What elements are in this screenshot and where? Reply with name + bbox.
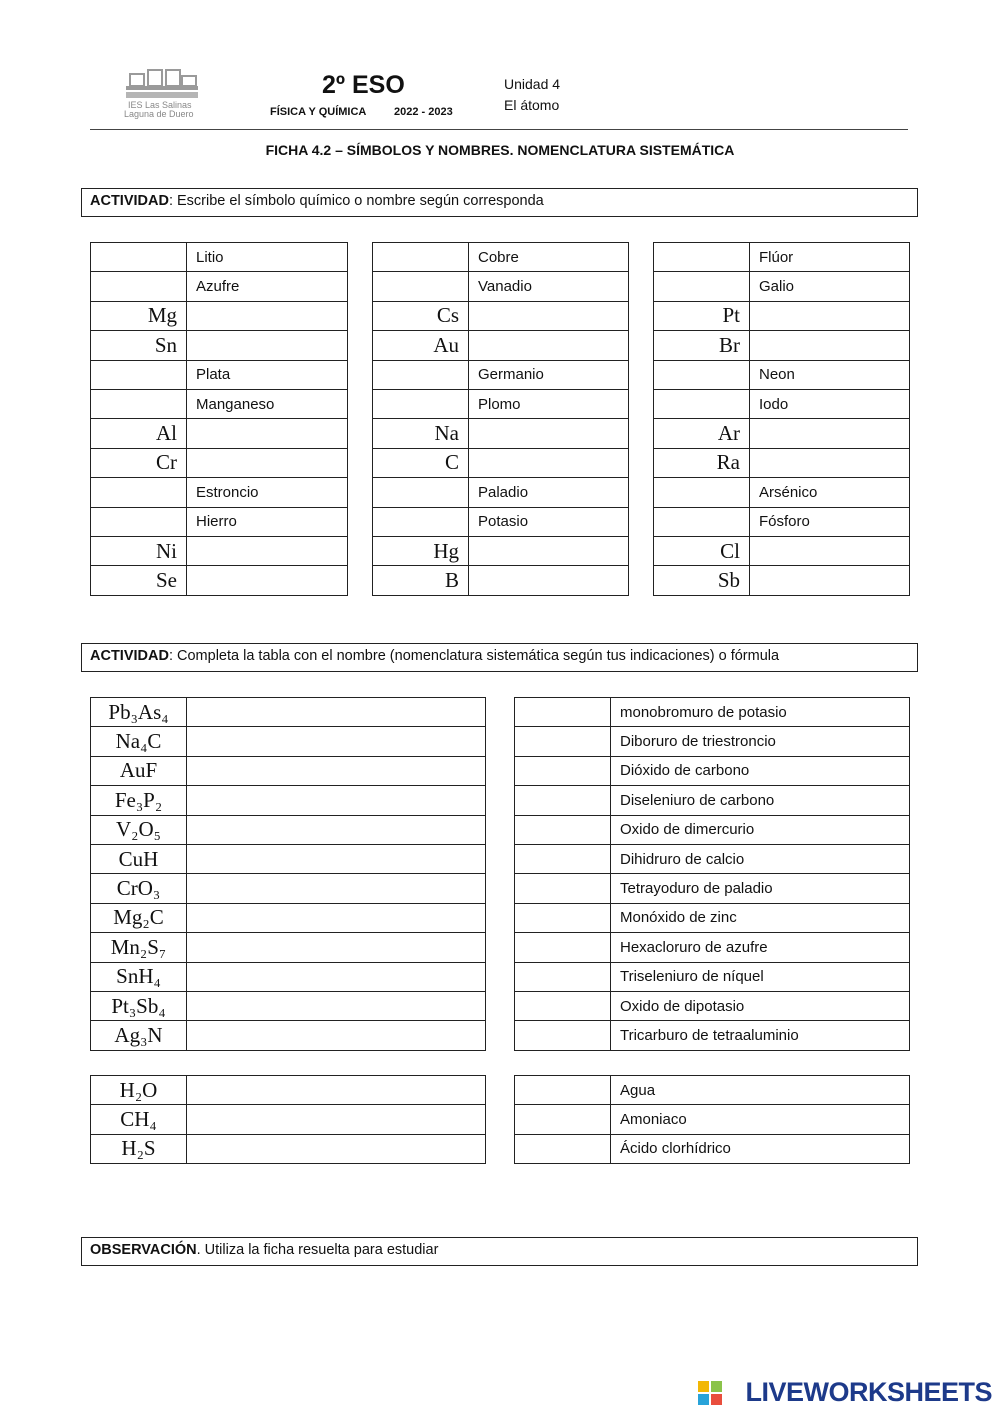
table-row [373, 448, 629, 477]
formula-answer-cell[interactable] [515, 1105, 611, 1134]
table-row [373, 478, 629, 507]
element-symbol: Mg [91, 301, 187, 330]
chemical-formula: AuF [91, 756, 187, 785]
table-row [373, 243, 629, 272]
table-row [91, 272, 348, 301]
table-row [373, 536, 629, 565]
compound-name: Triseleniuro de níquel [611, 962, 910, 991]
table-row [91, 419, 348, 448]
table-row [91, 243, 348, 272]
chemical-formula: SnH₄ [91, 962, 187, 991]
name-answer-cell[interactable] [187, 874, 486, 903]
table-row [654, 478, 910, 507]
table-row [91, 727, 486, 756]
symbol-answer-cell[interactable] [373, 272, 469, 301]
table-row [515, 903, 910, 932]
name-answer-cell[interactable] [187, 566, 348, 595]
element-symbol: Cl [654, 536, 750, 565]
table-row [91, 1105, 486, 1134]
compound-name: Agua [611, 1076, 910, 1105]
element-symbol: Ni [91, 536, 187, 565]
table-row [654, 243, 910, 272]
table-row [654, 419, 910, 448]
chemical-formula: Mn₂S₇ [91, 933, 187, 962]
name-answer-cell[interactable] [187, 756, 486, 785]
common-name-table [514, 1075, 910, 1164]
name-answer-cell[interactable] [469, 331, 629, 360]
name-answer-cell[interactable] [187, 331, 348, 360]
name-answer-cell[interactable] [187, 1134, 486, 1163]
compound-name: Monóxido de zinc [611, 903, 910, 932]
element-name: Vanadio [469, 272, 629, 301]
chemical-formula: CrO₃ [91, 874, 187, 903]
element-name: Hierro [187, 507, 348, 536]
elements-table-2 [372, 242, 629, 596]
name-answer-cell[interactable] [187, 419, 348, 448]
table-row [515, 1134, 910, 1163]
name-answer-cell[interactable] [187, 903, 486, 932]
name-answer-cell[interactable] [187, 815, 486, 844]
table-row [91, 844, 486, 873]
table-row [515, 756, 910, 785]
name-answer-cell[interactable] [187, 962, 486, 991]
chemical-formula: H₂O [91, 1076, 187, 1105]
chemical-formula: Na₄C [91, 727, 187, 756]
element-symbol: Al [91, 419, 187, 448]
subject-label: FÍSICA Y QUÍMICA [270, 106, 367, 118]
table-row [515, 1076, 910, 1105]
observation-label: OBSERVACIÓN [90, 1242, 197, 1258]
chemical-formula: Fe₃P₂ [91, 786, 187, 815]
table-row [91, 448, 348, 477]
table-row [654, 272, 910, 301]
sheet-title: FICHA 4.2 – SÍMBOLOS Y NOMBRES. NOMENCLATURA SISTEMÁTICA [265, 142, 735, 158]
table-row [654, 301, 910, 330]
name-answer-cell[interactable] [187, 1021, 486, 1050]
formula-answer-cell[interactable] [515, 756, 611, 785]
table-row [654, 360, 910, 389]
symbol-answer-cell[interactable] [373, 360, 469, 389]
name-answer-cell[interactable] [187, 1076, 486, 1105]
name-answer-cell[interactable] [750, 301, 910, 330]
table-row [91, 874, 486, 903]
course-title: 2º ESO [322, 71, 405, 99]
symbol-answer-cell[interactable] [373, 243, 469, 272]
school-year: 2022 - 2023 [394, 106, 453, 118]
table-row [373, 419, 629, 448]
logo-caption-line1: IES Las Salinas [128, 100, 192, 110]
table-row [91, 786, 486, 815]
name-answer-cell[interactable] [469, 419, 629, 448]
symbol-answer-cell[interactable] [654, 272, 750, 301]
name-table [514, 697, 910, 1051]
compound-name: Diboruro de triestroncio [611, 727, 910, 756]
name-answer-cell[interactable] [750, 419, 910, 448]
compound-name: Hexacloruro de azufre [611, 933, 910, 962]
formula-answer-cell[interactable] [515, 844, 611, 873]
element-symbol: Cs [373, 301, 469, 330]
symbol-answer-cell[interactable] [91, 507, 187, 536]
compound-name: monobromuro de potasio [611, 698, 910, 727]
table-row [373, 301, 629, 330]
table-row [91, 301, 348, 330]
table-row [91, 991, 486, 1020]
name-answer-cell[interactable] [750, 536, 910, 565]
activity2-instruction [81, 643, 918, 672]
table-row [91, 698, 486, 727]
name-answer-cell[interactable] [187, 991, 486, 1020]
table-row [515, 815, 910, 844]
chemical-formula: Mg₂C [91, 903, 187, 932]
table-row [654, 507, 910, 536]
element-name: Flúor [750, 243, 910, 272]
elements-table-1 [90, 242, 348, 596]
formula-answer-cell[interactable] [515, 933, 611, 962]
header-divider [90, 129, 908, 130]
name-answer-cell[interactable] [187, 786, 486, 815]
element-name: Galio [750, 272, 910, 301]
elements-table-3 [653, 242, 910, 596]
element-symbol: Sn [91, 331, 187, 360]
element-symbol: Cr [91, 448, 187, 477]
table-row [91, 507, 348, 536]
table-row [373, 360, 629, 389]
symbol-answer-cell[interactable] [91, 272, 187, 301]
table-row [515, 1105, 910, 1134]
table-row [373, 272, 629, 301]
formula-answer-cell[interactable] [515, 1021, 611, 1050]
activity1-text: : Escribe el símbolo químico o nombre según corresponda [168, 193, 544, 209]
element-symbol: Sb [654, 566, 750, 595]
table-row [515, 933, 910, 962]
table-row [654, 448, 910, 477]
table-row [91, 566, 348, 595]
table-row [654, 536, 910, 565]
element-name: Paladio [469, 478, 629, 507]
table-row [515, 991, 910, 1020]
table-row [91, 1134, 486, 1163]
element-name: Fósforo [750, 507, 910, 536]
element-symbol: Au [373, 331, 469, 360]
chemical-formula: Pb₃As₄ [91, 698, 187, 727]
symbol-answer-cell[interactable] [654, 360, 750, 389]
element-symbol: Pt [654, 301, 750, 330]
topic-label: El átomo [504, 97, 560, 113]
table-row [373, 389, 629, 418]
formula-answer-cell[interactable] [515, 962, 611, 991]
formula-answer-cell[interactable] [515, 874, 611, 903]
table-row [91, 478, 348, 507]
table-row [91, 389, 348, 418]
table-row [654, 566, 910, 595]
name-answer-cell[interactable] [469, 566, 629, 595]
table-row [515, 1021, 910, 1050]
liveworksheets-logo-icon [698, 1381, 722, 1405]
element-symbol: Na [373, 419, 469, 448]
name-answer-cell[interactable] [187, 1105, 486, 1134]
element-name: Iodo [750, 389, 910, 418]
name-answer-cell[interactable] [187, 536, 348, 565]
symbol-answer-cell[interactable] [654, 243, 750, 272]
name-answer-cell[interactable] [469, 301, 629, 330]
table-row [515, 786, 910, 815]
table-row [91, 1021, 486, 1050]
chemical-formula: Ag₃N [91, 1021, 187, 1050]
activity2-text: : Completa la tabla con el nombre (nomenclatura sistemática según tus indicaciones) o fórmula [168, 648, 780, 664]
element-symbol: B [373, 566, 469, 595]
table-row [373, 507, 629, 536]
table-row [515, 874, 910, 903]
symbol-answer-cell[interactable] [91, 478, 187, 507]
element-name: Manganeso [187, 389, 348, 418]
element-name: Plomo [469, 389, 629, 418]
table-row [91, 1076, 486, 1105]
table-row [91, 756, 486, 785]
element-name: Germanio [469, 360, 629, 389]
table-row [91, 903, 486, 932]
observation-note [81, 1237, 918, 1266]
compound-name: Tetrayoduro de paladio [611, 874, 910, 903]
compound-name: Ácido clorhídrico [611, 1134, 910, 1163]
symbol-answer-cell[interactable] [91, 389, 187, 418]
formula-answer-cell[interactable] [515, 991, 611, 1020]
symbol-answer-cell[interactable] [654, 507, 750, 536]
name-answer-cell[interactable] [750, 448, 910, 477]
activity2-label: ACTIVIDAD [90, 648, 169, 664]
table-row [515, 698, 910, 727]
table-row [373, 331, 629, 360]
element-symbol: C [373, 448, 469, 477]
element-symbol: Ra [654, 448, 750, 477]
name-answer-cell[interactable] [187, 727, 486, 756]
table-row [515, 962, 910, 991]
name-answer-cell[interactable] [187, 301, 348, 330]
formula-answer-cell[interactable] [515, 727, 611, 756]
table-row [91, 933, 486, 962]
formula-table [90, 697, 486, 1051]
table-row [515, 727, 910, 756]
formula-answer-cell[interactable] [515, 903, 611, 932]
element-name: Estroncio [187, 478, 348, 507]
table-row [373, 566, 629, 595]
table-row [654, 331, 910, 360]
table-row [91, 962, 486, 991]
name-answer-cell[interactable] [469, 536, 629, 565]
chemical-formula: CuH [91, 844, 187, 873]
element-name: Azufre [187, 272, 348, 301]
formula-answer-cell[interactable] [515, 698, 611, 727]
element-name: Potasio [469, 507, 629, 536]
formula-answer-cell[interactable] [515, 1076, 611, 1105]
element-symbol: Hg [373, 536, 469, 565]
element-name: Neon [750, 360, 910, 389]
compound-name: Dihidruro de calcio [611, 844, 910, 873]
symbol-answer-cell[interactable] [654, 389, 750, 418]
chemical-formula: CH₄ [91, 1105, 187, 1134]
formula-answer-cell[interactable] [515, 786, 611, 815]
table-row [91, 360, 348, 389]
name-answer-cell[interactable] [750, 566, 910, 595]
chemical-formula: H₂S [91, 1134, 187, 1163]
compound-name: Tricarburo de tetraaluminio [611, 1021, 910, 1050]
common-formula-table [90, 1075, 486, 1164]
element-symbol: Se [91, 566, 187, 595]
compound-name: Diseleniuro de carbono [611, 786, 910, 815]
compound-name: Dióxido de carbono [611, 756, 910, 785]
name-answer-cell[interactable] [469, 448, 629, 477]
unit-label: Unidad 4 [504, 76, 561, 92]
formula-answer-cell[interactable] [515, 815, 611, 844]
table-row [91, 815, 486, 844]
element-name: Arsénico [750, 478, 910, 507]
name-answer-cell[interactable] [187, 448, 348, 477]
chemical-formula: V₂O₅ [91, 815, 187, 844]
name-answer-cell[interactable] [750, 331, 910, 360]
name-answer-cell[interactable] [187, 844, 486, 873]
liveworksheets-brand: LIVEWORKSHEETS [745, 1377, 992, 1407]
formula-answer-cell[interactable] [515, 1134, 611, 1163]
element-symbol: Ar [654, 419, 750, 448]
logo-caption-line2: Laguna de Duero [124, 109, 194, 119]
activity1-label: ACTIVIDAD [90, 193, 169, 209]
chemical-formula: Pt₃Sb₄ [91, 991, 187, 1020]
observation-text: . Utiliza la ficha resuelta para estudiar [196, 1242, 439, 1258]
compound-name: Oxido de dipotasio [611, 991, 910, 1020]
element-name: Cobre [469, 243, 629, 272]
table-row [91, 331, 348, 360]
table-row [654, 389, 910, 418]
symbol-answer-cell[interactable] [654, 478, 750, 507]
element-name: Plata [187, 360, 348, 389]
name-answer-cell[interactable] [187, 933, 486, 962]
table-row [91, 536, 348, 565]
element-symbol: Br [654, 331, 750, 360]
table-row [515, 844, 910, 873]
element-name: Litio [187, 243, 348, 272]
name-answer-cell[interactable] [187, 698, 486, 727]
activity1-instruction [81, 188, 918, 217]
symbol-answer-cell[interactable] [91, 360, 187, 389]
symbol-answer-cell[interactable] [373, 478, 469, 507]
symbol-answer-cell[interactable] [91, 243, 187, 272]
symbol-answer-cell[interactable] [373, 389, 469, 418]
compound-name: Oxido de dimercurio [611, 815, 910, 844]
symbol-answer-cell[interactable] [373, 507, 469, 536]
compound-name: Amoniaco [611, 1105, 910, 1134]
